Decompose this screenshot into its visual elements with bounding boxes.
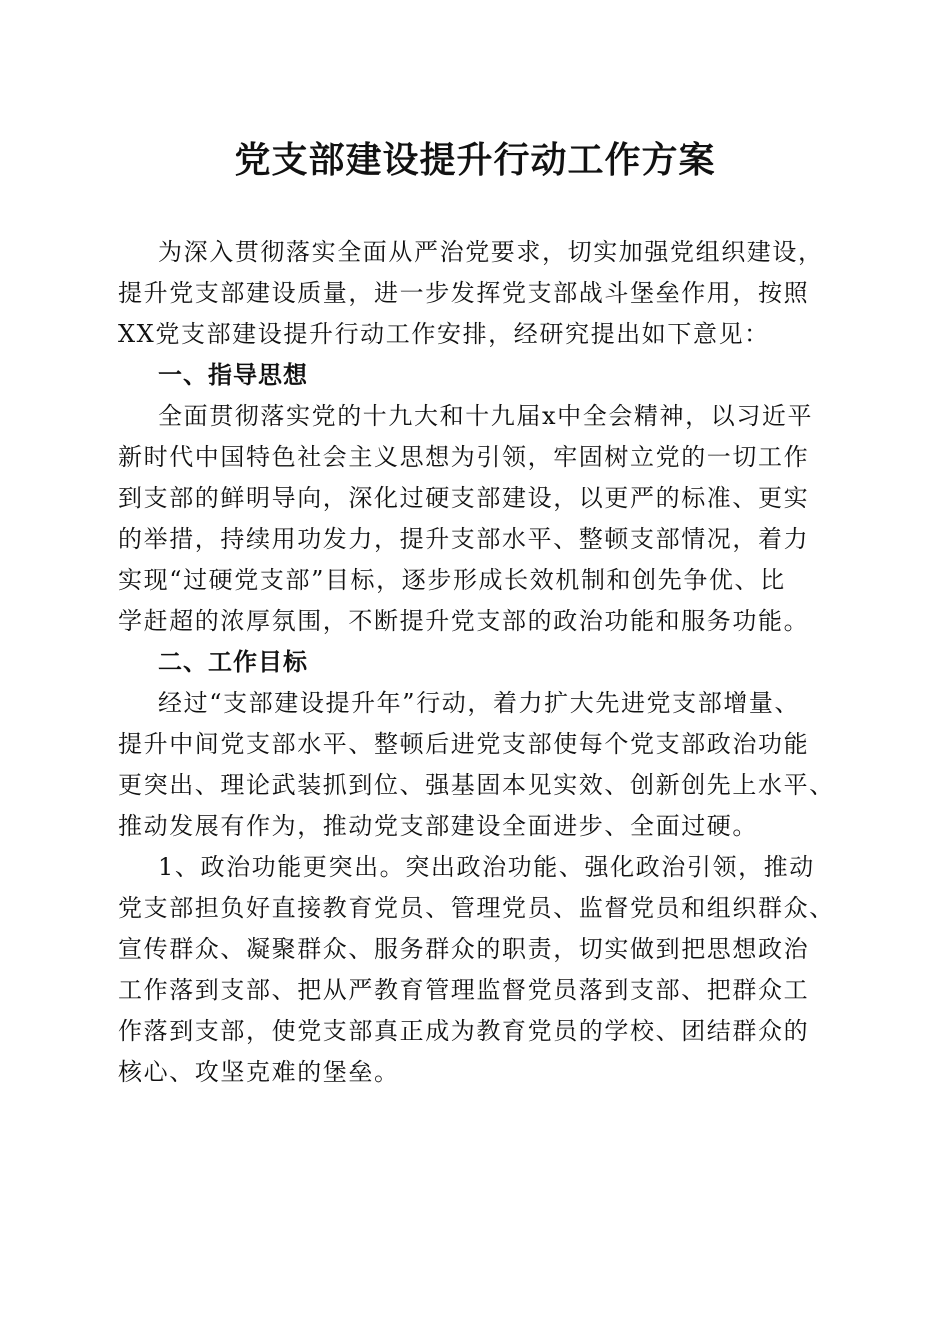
paragraph-line: XX党支部建设提升行动工作安排，经研究提出如下意见：: [118, 320, 770, 348]
paragraph-line: 学赶超的浓厚氛围，不断提升党支部的政治功能和服务功能。: [118, 607, 810, 635]
paragraph-line: 为深入贯彻落实全面从严治党要求，切实加强党组织建设，: [158, 238, 824, 266]
paragraph-line: 实现“过硬党支部”目标，逐步形成长效机制和创先争优、比: [118, 566, 786, 594]
section-heading: 二、工作目标: [158, 648, 308, 676]
paragraph-line: 1、政治功能更突出。突出政治功能、强化政治引领，推动: [158, 853, 815, 881]
document-body: [118, 232, 836, 1093]
paragraph-line: 宣传群众、凝聚群众、服务群众的职责，切实做到把思想政治: [118, 935, 810, 963]
paragraph-line: 新时代中国特色社会主义思想为引领，牢固树立党的一切工作: [118, 443, 810, 471]
paragraph-line: 作落到支部，使党支部真正成为教育党员的学校、团结群众的: [118, 1017, 810, 1045]
paragraph-line: 到支部的鲜明导向，深化过硬支部建设，以更严的标准、更实: [118, 484, 810, 512]
paragraph-line: 推动发展有作为，推动党支部建设全面进步、全面过硬。: [118, 812, 758, 840]
paragraph-line: 的举措，持续用功发力，提升支部水平、整顿支部情况，着力: [118, 525, 810, 553]
paragraph-line: 经过“支部建设提升年”行动，着力扩大先进党支部增量、: [158, 689, 801, 717]
paragraph-line: 提升中间党支部水平、整顿后进党支部使每个党支部政治功能: [118, 730, 810, 758]
document-title: 党支部建设提升行动工作方案: [234, 139, 716, 181]
paragraph-line: 工作落到支部、把从严教育管理监督党员落到支部、把群众工: [118, 976, 810, 1004]
paragraph-line: 党支部担负好直接教育党员、管理党员、监督党员和组织群众、: [118, 894, 835, 922]
paragraph-line: 提升党支部建设质量，进一步发挥党支部战斗堡垒作用，按照: [118, 279, 810, 307]
paragraph-line: 核心、攻坚克难的堡垒。: [118, 1058, 400, 1086]
paragraph-line: 全面贯彻落实党的十九大和十九届x中全会精神，以习近平: [158, 402, 814, 430]
paragraph-line: 更突出、理论武装抓到位、强基固本见实效、创新创先上水平、: [118, 771, 835, 799]
section-heading: 一、指导思想: [158, 361, 308, 389]
